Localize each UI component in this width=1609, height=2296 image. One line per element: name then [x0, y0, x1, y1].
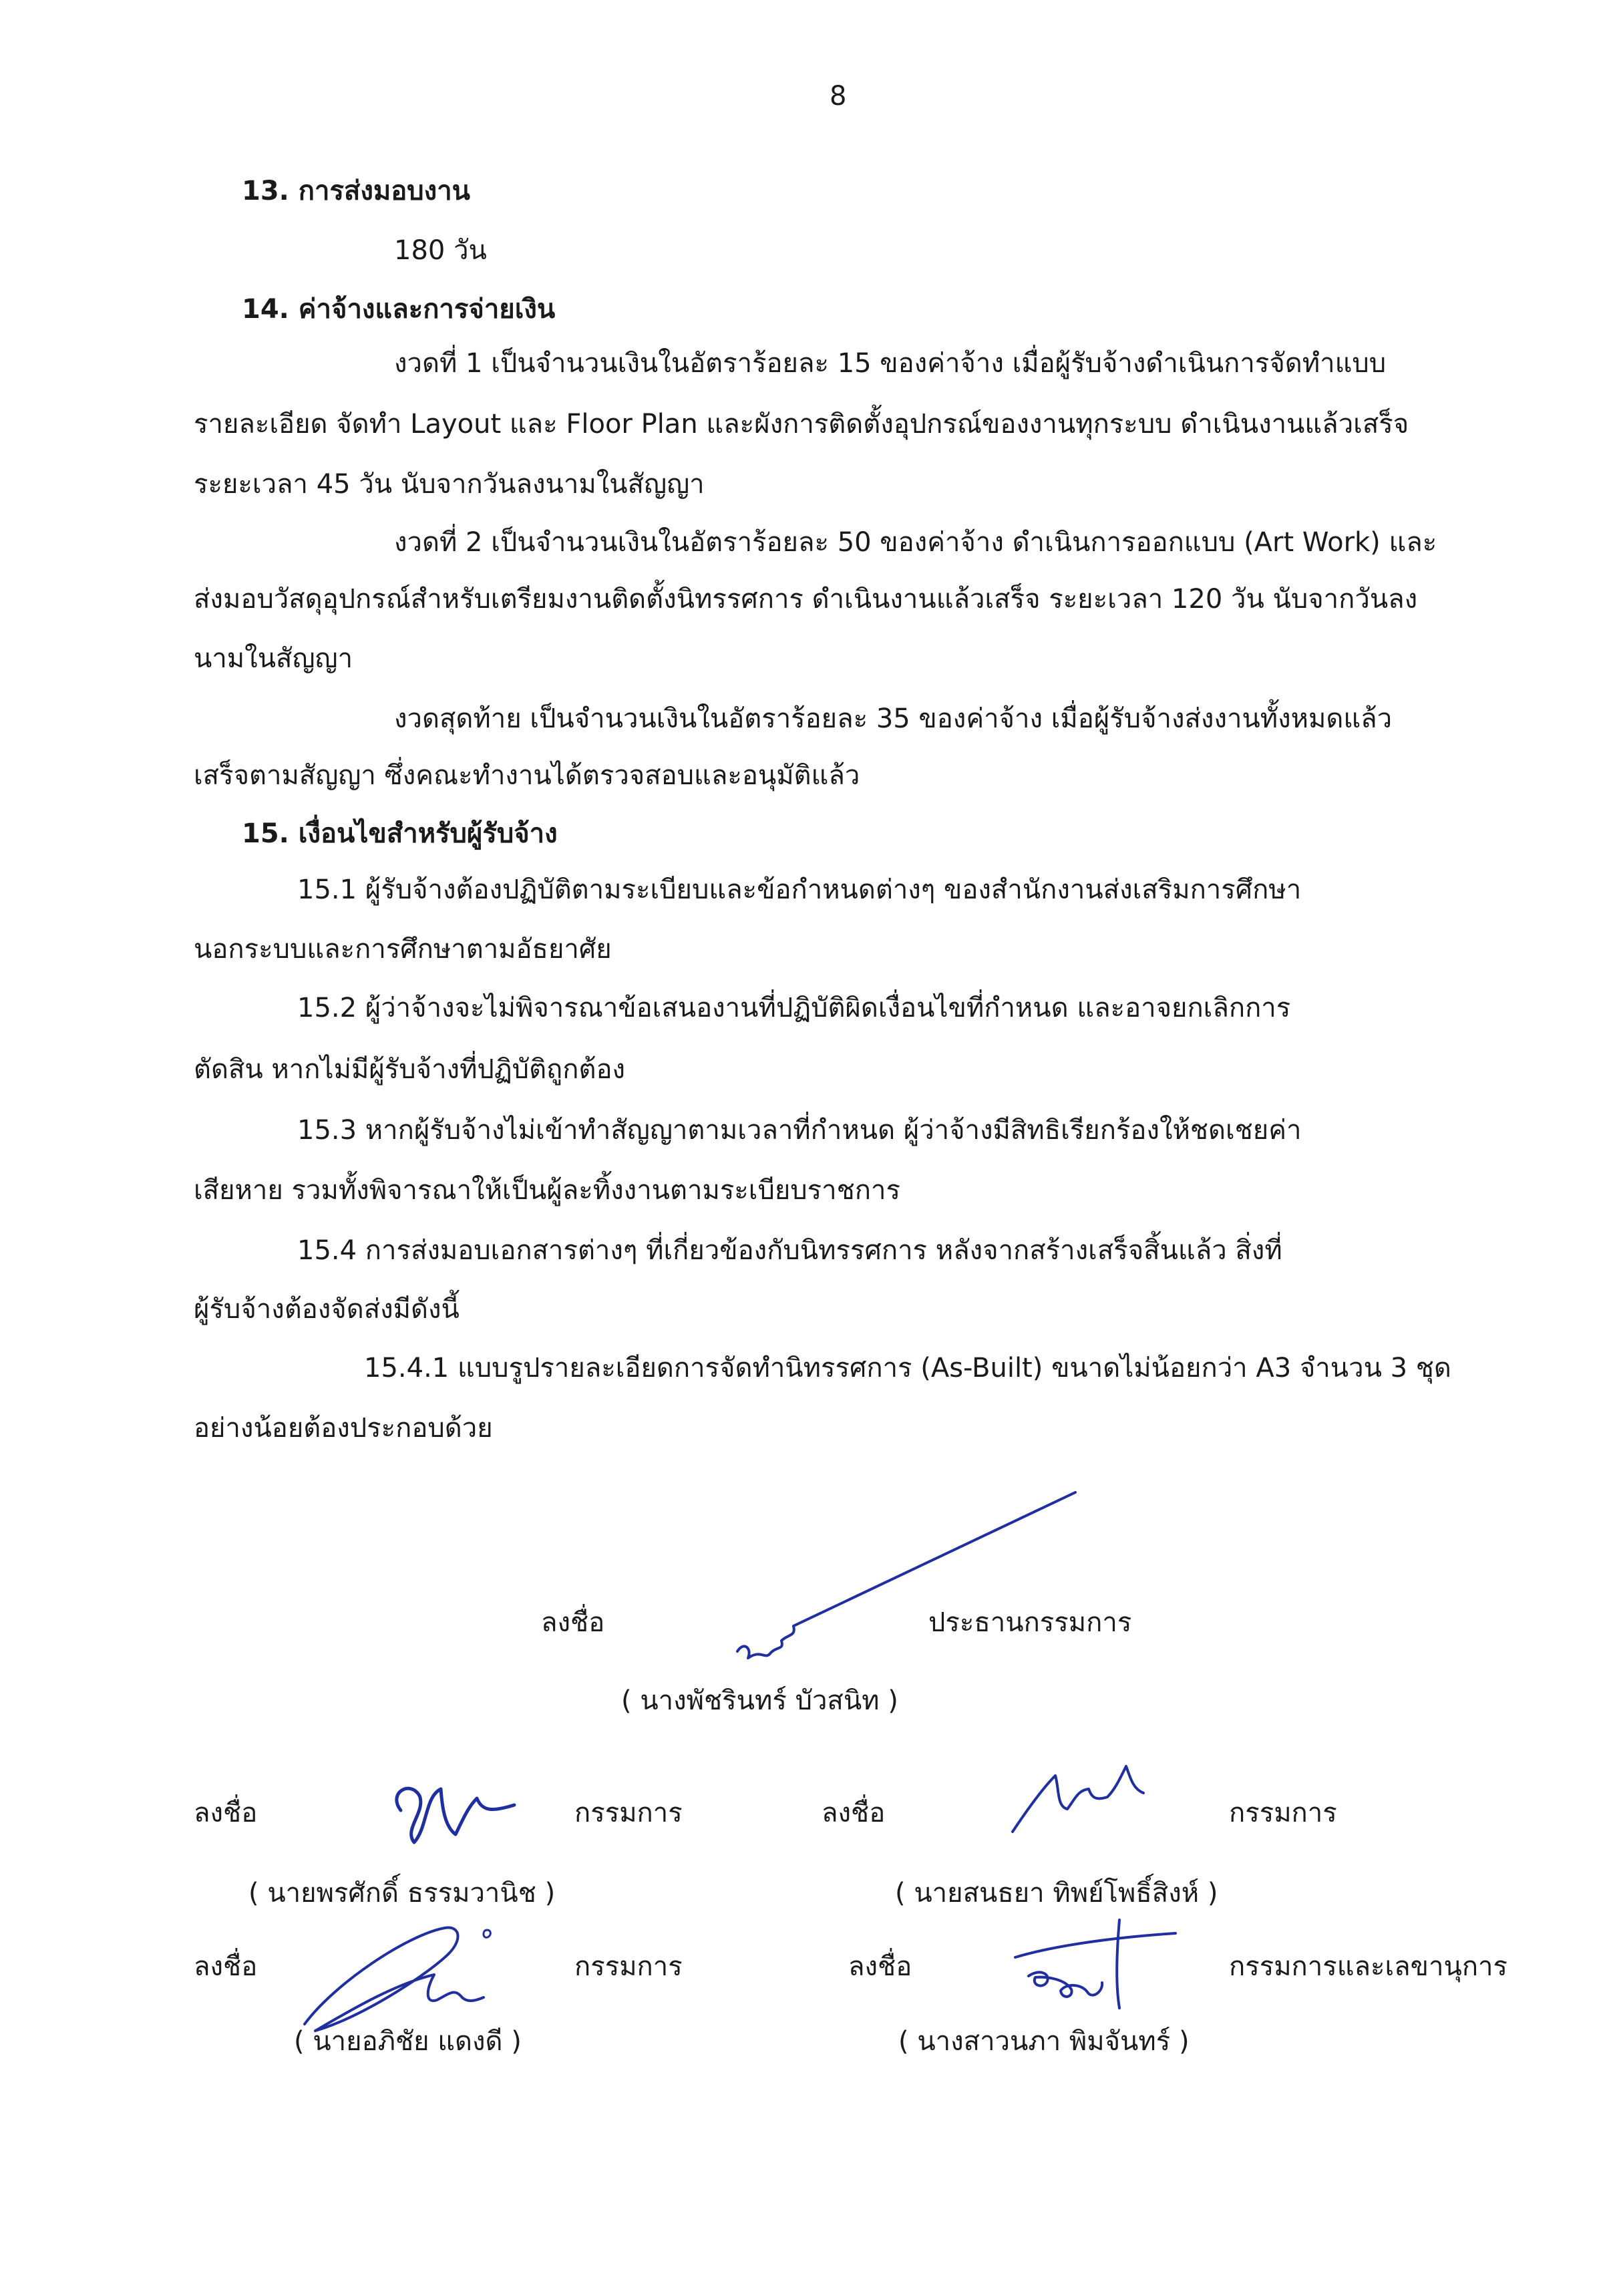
section-15-line: 15.4.1 แบบรูปรายละเอียดการจัดทำนิทรรศการ (As-Built) ขนาดไม่น้อยกว่า A3 จำนวน 3 ชุด: [364, 1353, 1451, 1383]
section-14-line: รายละเอียด จัดทำ Layout และ Floor Plan และผังการติดตั้งอุปกรณ์ของงานทุกระบบ ดำเนินงานแล้วเสร็จ: [194, 409, 1409, 440]
section-15-line: ผู้รับจ้างต้องจัดส่งมีดังนี้: [194, 1294, 460, 1325]
member1-sign-label: ลงชื่อ: [194, 1798, 258, 1828]
section-15-line: ตัดสิน หากไม่มีผู้รับจ้างที่ปฏิบัติถูกต้อง: [194, 1054, 626, 1085]
member1-name: ( นายพรศักดิ์ ธรรมวานิช ): [248, 1878, 556, 1909]
page-number: 8: [830, 81, 847, 112]
member1-signature: [381, 1764, 528, 1857]
section-15-line: 15.2 ผู้ว่าจ้างจะไม่พิจารณาข้อเสนองานที่ปฏิบัติผิดเงื่อนไขที่กำหนด และอาจยกเลิกการ: [297, 993, 1291, 1023]
section-14-line: งวดที่ 2 เป็นจำนวนเงินในอัตราร้อยละ 50 ของค่าจ้าง ดำเนินการออกแบบ (Art Work) และ: [394, 527, 1437, 558]
member2-signature: [1002, 1750, 1155, 1844]
member3-sign-label: ลงชื่อ: [194, 1951, 258, 1982]
chair-sign-label: ลงชื่อ: [541, 1607, 605, 1638]
section-15-line: 15.4 การส่งมอบเอกสารต่างๆ ที่เกี่ยวข้องกับนิทรรศการ หลังจากสร้างเสร็จสิ้นแล้ว สิ่งที่: [297, 1235, 1282, 1266]
section-15-line: อย่างน้อยต้องประกอบด้วย: [194, 1413, 493, 1444]
member2-role: กรรมการ: [1229, 1798, 1337, 1828]
section-14-line: ส่งมอบวัสดุอุปกรณ์สำหรับเตรียมงานติดตั้งนิทรรศการ ดำเนินงานแล้วเสร็จ ระยะเวลา 120 วัน นับจากวันลง: [194, 584, 1418, 615]
section-15-line: 15.1 ผู้รับจ้างต้องปฏิบัติตามระเบียบและข้อกำหนดต่างๆ ของสำนักงานส่งเสริมการศึกษา: [297, 874, 1302, 905]
section-14-line: งวดที่ 1 เป็นจำนวนเงินในอัตราร้อยละ 15 ของค่าจ้าง เมื่อผู้รับจ้างดำเนินการจัดทำแบบ: [394, 348, 1387, 379]
member2-name: ( นายสนธยา ทิพย์โพธิ์สิงห์ ): [895, 1878, 1218, 1909]
member2-sign-label: ลงชื่อ: [822, 1798, 886, 1828]
section-15-heading: 15. เงื่อนไขสำหรับผู้รับจ้าง: [242, 818, 558, 849]
member3-role: กรรมการ: [574, 1951, 683, 1982]
chair-role: ประธานกรรมการ: [928, 1607, 1132, 1638]
section-15-line: นอกระบบและการศึกษาตามอัธยาศัย: [194, 934, 612, 965]
chair-signature: [721, 1483, 1095, 1683]
section-14-line: นามในสัญญา: [194, 643, 353, 674]
section-15-line: 15.3 หากผู้รับจ้างไม่เข้าทำสัญญาตามเวลาที่กำหนด ผู้ว่าจ้างมีสิทธิเรียกร้องให้ชดเชยค่า: [297, 1115, 1302, 1146]
section-13-heading: 13. การส่งมอบงาน: [242, 176, 471, 206]
member4-sign-label: ลงชื่อ: [848, 1951, 912, 1982]
member4-name: ( นางสาวนภา พิมจันทร์ ): [898, 2026, 1190, 2057]
member4-role: กรรมการและเลขานุการ: [1229, 1951, 1507, 1982]
chair-name: ( นางพัชรินทร์ บัวสนิท ): [621, 1685, 898, 1716]
section-14-line: งวดสุดท้าย เป็นจำนวนเงินในอัตราร้อยละ 35 ของค่าจ้าง เมื่อผู้รับจ้างส่งงานทั้งหมดแล้ว: [394, 703, 1393, 734]
member1-role: กรรมการ: [574, 1798, 683, 1828]
member4-signature: [1002, 1911, 1189, 2024]
section-14-line: ระยะเวลา 45 วัน นับจากวันลงนามในสัญญา: [194, 469, 705, 500]
member3-name: ( นายอภิชัย แดงดี ): [294, 2026, 522, 2057]
section-13-line: 180 วัน: [394, 235, 487, 266]
section-15-line: เสียหาย รวมทั้งพิจารณาให้เป็นผู้ละทิ้งงานตามระเบียบราชการ: [194, 1175, 900, 1206]
section-14-line: เสร็จตามสัญญา ซึ่งคณะทำงานได้ตรวจสอบและอนุมัติแล้ว: [194, 760, 860, 791]
section-14-heading: 14. ค่าจ้างและการจ่ายเงิน: [242, 294, 556, 325]
